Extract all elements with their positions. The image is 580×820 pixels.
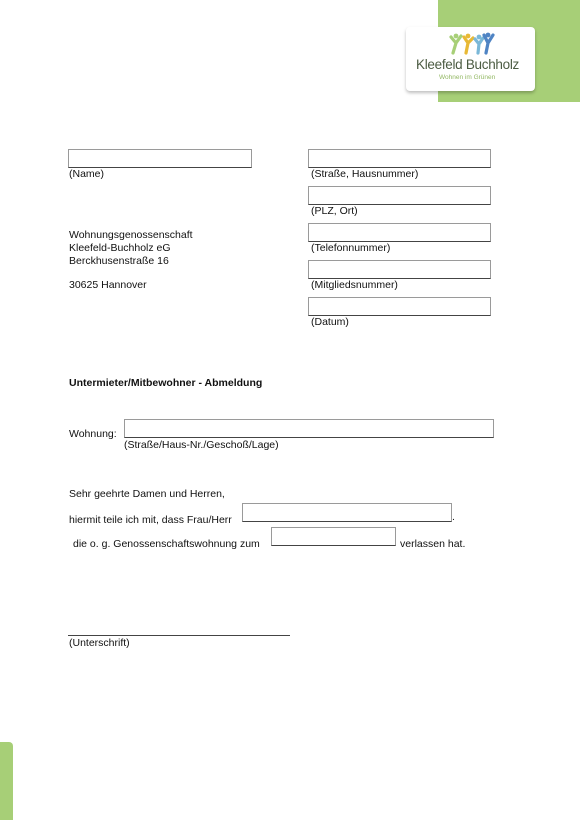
name-label: (Name) — [69, 168, 105, 180]
apartment-hint: (Straße/Haus-Nr./Geschoß/Lage) — [124, 439, 279, 451]
date-field[interactable] — [308, 297, 491, 316]
member-number-label: (Mitgliedsnummer) — [311, 279, 398, 291]
apartment-field[interactable] — [124, 419, 494, 438]
street-field[interactable] — [308, 149, 491, 168]
bottom-left-decoration — [0, 742, 13, 820]
salutation: Sehr geehrte Damen und Herren, — [69, 488, 225, 500]
logo-tagline: Wohnen im Grünen — [439, 74, 496, 81]
recipient-line-4: 30625 Hannover — [69, 279, 147, 291]
logo — [406, 27, 535, 91]
body-line-2-prefix: die o. g. Genossenschaftswohnung zum — [73, 538, 260, 550]
phone-field[interactable] — [308, 223, 491, 242]
body-line-1-suffix: . — [452, 511, 455, 523]
member-number-field[interactable] — [308, 260, 491, 279]
person-name-field[interactable] — [242, 503, 452, 522]
logo-name: Kleefeld Buchholz — [416, 57, 519, 72]
zip-city-field[interactable] — [308, 186, 491, 205]
recipient-line-1: Wohnungsgenossenschaft — [69, 229, 193, 241]
body-line-2-suffix: verlassen hat. — [400, 538, 466, 550]
signature-line[interactable] — [68, 635, 290, 636]
recipient-line-3: Berckhusenstraße 16 — [69, 255, 169, 267]
recipient-line-2: Kleefeld-Buchholz eG — [69, 242, 171, 254]
date-label: (Datum) — [311, 316, 349, 328]
subject-heading: Untermieter/Mitbewohner - Abmeldung — [69, 377, 263, 389]
name-field[interactable] — [68, 149, 252, 168]
phone-label: (Telefonnummer) — [311, 242, 391, 254]
move-out-date-field[interactable] — [271, 527, 396, 546]
zip-city-label: (PLZ, Ort) — [311, 205, 358, 217]
street-label: (Straße, Hausnummer) — [311, 168, 419, 180]
people-logo-icon — [446, 31, 496, 57]
body-line-1-prefix: hiermit teile ich mit, dass Frau/Herr — [69, 514, 232, 526]
apartment-label: Wohnung: — [69, 428, 117, 440]
signature-label: (Unterschrift) — [69, 637, 130, 649]
